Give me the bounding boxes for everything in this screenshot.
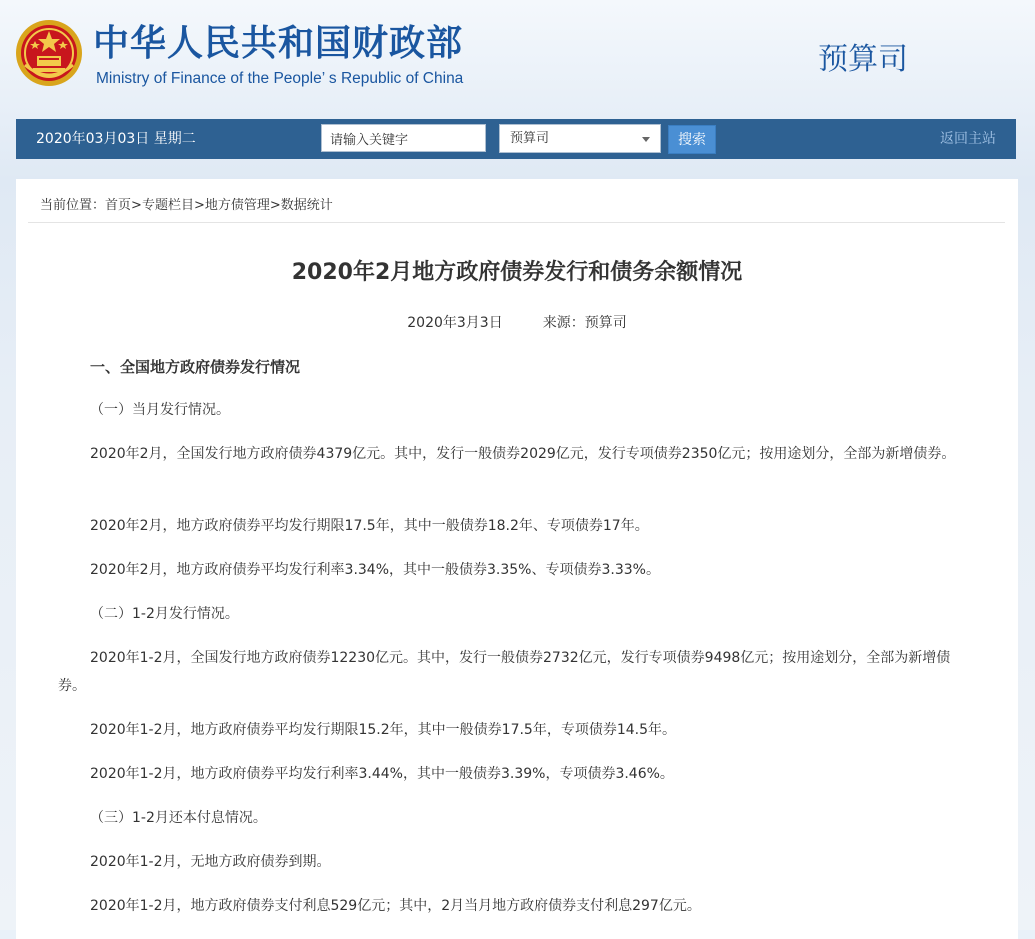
divider [28, 222, 1005, 223]
department-select[interactable] [499, 124, 661, 153]
article-paragraph: 2020年2月，地方政府债券平均发行利率3.34%，其中一般债券3.35%、专项债券3.33%。 [90, 562, 660, 578]
subsection-heading: （一）当月发行情况。 [90, 402, 230, 418]
subsection-heading: （三）1-2月还本付息情况。 [90, 810, 267, 826]
article-paragraph: 2020年1-2月，全国发行地方政府债券12230亿元。其中，发行一般债券2732亿元，发行专项债券9498亿元；按用途划分，全部为新增债券。 [58, 650, 951, 694]
article-meta [16, 313, 1018, 333]
department-name: 预算司 [818, 42, 908, 77]
ministry-title-en: Ministry of Finance of the People’ s Republic of China [96, 70, 464, 87]
article-paragraph: 2020年2月，地方政府债券平均发行期限17.5年，其中一般债券18.2年、专项债券17年。 [90, 518, 649, 534]
breadcrumb-separator: > [269, 198, 281, 213]
ministry-title-cn: 中华人民共和国财政部 [93, 23, 464, 64]
article-paragraph: 2020年1-2月，地方政府债券平均发行利率3.44%，其中一般债券3.39%，专项债券3.46%。 [90, 766, 674, 782]
breadcrumb-item-statistics[interactable]: 数据统计 [280, 198, 333, 213]
national-emblem-icon [15, 19, 83, 87]
article-paragraph: 2020年2月，全国发行地方政府债券4379亿元。其中，发行一般债券2029亿元，发行专项债券2350亿元；按用途划分，全部为新增债券。 [90, 446, 956, 462]
search-input[interactable] [321, 124, 486, 152]
article-paragraph: 2020年1-2月，地方政府债券支付利息529亿元；其中，2月当月地方政府债券支付利息297亿元。 [90, 898, 701, 914]
article-source: 来源：预算司 [542, 315, 627, 331]
breadcrumb-item-topics[interactable]: 专题栏目 [141, 198, 194, 213]
return-home-link[interactable]: 返回主站 [940, 131, 996, 147]
current-date: 2020年03月03日 星期二 [36, 131, 196, 147]
section-heading: 一、全国地方政府债券发行情况 [90, 358, 301, 376]
breadcrumb-prefix: 当前位置： [40, 198, 106, 213]
breadcrumb-item-home[interactable]: 首页 [105, 198, 132, 213]
article-container [16, 179, 1018, 939]
article-title: 2020年2月地方政府债券发行和债务余额情况 [291, 260, 743, 285]
article-date: 2020年3月3日 [407, 315, 503, 331]
breadcrumb [40, 194, 333, 213]
breadcrumb-separator: > [193, 198, 205, 213]
article-paragraph: 2020年1-2月，无地方政府债券到期。 [90, 854, 331, 870]
nav-bar [16, 119, 1016, 159]
chevron-down-icon [642, 137, 650, 142]
search-button[interactable]: 搜索 [668, 125, 716, 154]
subsection-heading: （二）1-2月发行情况。 [90, 606, 239, 622]
article-paragraph: 2020年1-2月，地方政府债券平均发行期限15.2年，其中一般债券17.5年，专项债券14.5年。 [90, 722, 677, 738]
site-header [0, 0, 1035, 118]
breadcrumb-item-local-debt[interactable]: 地方债管理 [204, 198, 270, 213]
breadcrumb-separator: > [131, 198, 142, 213]
department-select-value: 预算司 [510, 131, 550, 146]
